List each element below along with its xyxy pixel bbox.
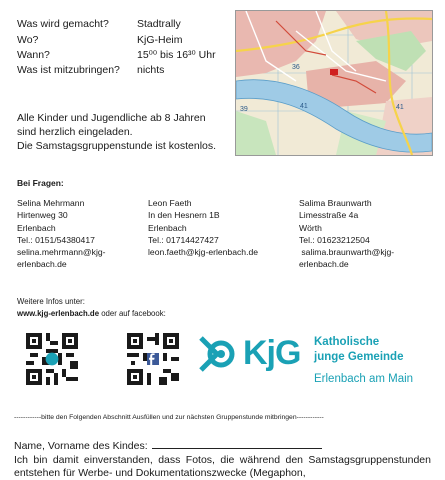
contact-card: [148, 197, 258, 258]
qr-code-website[interactable]: [26, 333, 78, 385]
info-question: Wo?: [17, 34, 39, 46]
map-label: 36: [292, 64, 300, 71]
contact-street: Hirtenweg 30: [17, 210, 68, 221]
child-name-row: [14, 438, 322, 452]
info-answer: 15⁰⁰ bis 16³⁰ Uhr: [137, 49, 216, 61]
contact-street: Limesstraße 4a: [299, 210, 359, 221]
contact-name: Salima Braunwarth: [299, 198, 372, 208]
kjg-brand: KjG: [243, 334, 301, 372]
map-label: 41: [300, 103, 308, 110]
info-question: Was ist mitzubringen?: [17, 64, 120, 76]
qr-code-facebook[interactable]: [127, 333, 179, 385]
website-link[interactable]: www.kjg-erlenbach.de: [17, 309, 100, 318]
child-name-field[interactable]: [152, 438, 322, 449]
contact-name: Leon Faeth: [148, 198, 192, 208]
info-answer: nichts: [137, 64, 165, 76]
contact-name: Selina Mehrmann: [17, 198, 85, 208]
child-name-label: Name, Vorname des Kindes:: [14, 440, 148, 452]
consent-text: Ich bin damit einverstanden, dass Fotos, die während den Samstagsgruppenstunden entstehen für Werbe- und Dokumentationszwecke (Megaphon,: [14, 454, 431, 479]
intro-line: Alle Kinder und Jugendliche ab 8 Jahren: [17, 112, 206, 124]
info-answer: KjG-Heim: [137, 34, 183, 46]
contact-email-cont[interactable]: erlenbach.de: [299, 259, 349, 270]
contact-email[interactable]: salima.braunwarth@kjg-: [299, 247, 395, 258]
intro-line: sind herzlich eingeladen.: [17, 126, 133, 138]
contact-email[interactable]: leon.faeth@kjg-erlenbach.de: [148, 247, 259, 258]
contact-card: [299, 197, 394, 271]
cut-line-notice: ------------bitte den Folgenden Abschnitt Ausfüllen und zur nächsten Gruppenstunde mitbringen------------: [14, 414, 324, 421]
contact-card: [17, 197, 106, 271]
contact-street: In den Hesnern 1B: [148, 210, 220, 221]
contacts-title: Bei Fragen:: [17, 178, 64, 188]
map-graphic: [236, 11, 432, 155]
contact-city: Wörth: [299, 222, 322, 233]
intro-text: [17, 111, 232, 153]
info-answer: Stadtrally: [137, 18, 181, 30]
contact-city: Erlenbach: [17, 222, 56, 233]
map-label: 39: [240, 106, 248, 113]
logo-line-2: junge Gemeinde: [314, 351, 404, 363]
facebook-hint: oder auf facebook:: [99, 309, 166, 318]
logo-line-1: Katholische: [314, 336, 380, 348]
contact-phone: Tel.: 01714427427: [148, 234, 219, 245]
qr-code-icon: [127, 333, 179, 385]
map-image: [235, 10, 433, 156]
contact-phone: Tel.: 0151/54380417: [17, 234, 95, 245]
intro-line: Die Samstagsgruppenstunde ist kostenlos.: [17, 140, 217, 152]
more-info-line: [17, 309, 166, 318]
more-info-label: Weitere Infos unter:: [17, 297, 85, 306]
contact-city: Erlenbach: [148, 222, 187, 233]
contact-phone: Tel.: 01623212504: [299, 234, 370, 245]
logo-line-3: Erlenbach am Main: [314, 373, 414, 385]
map-label: 41: [396, 104, 404, 111]
qr-code-icon: [26, 333, 78, 385]
info-question: Wann?: [17, 49, 50, 61]
kjg-logo-icon: [197, 332, 241, 376]
contact-email[interactable]: selina.mehrmann@kjg-: [17, 247, 106, 258]
contact-email-cont[interactable]: erlenbach.de: [17, 259, 67, 270]
info-question: Was wird gemacht?: [17, 18, 109, 30]
